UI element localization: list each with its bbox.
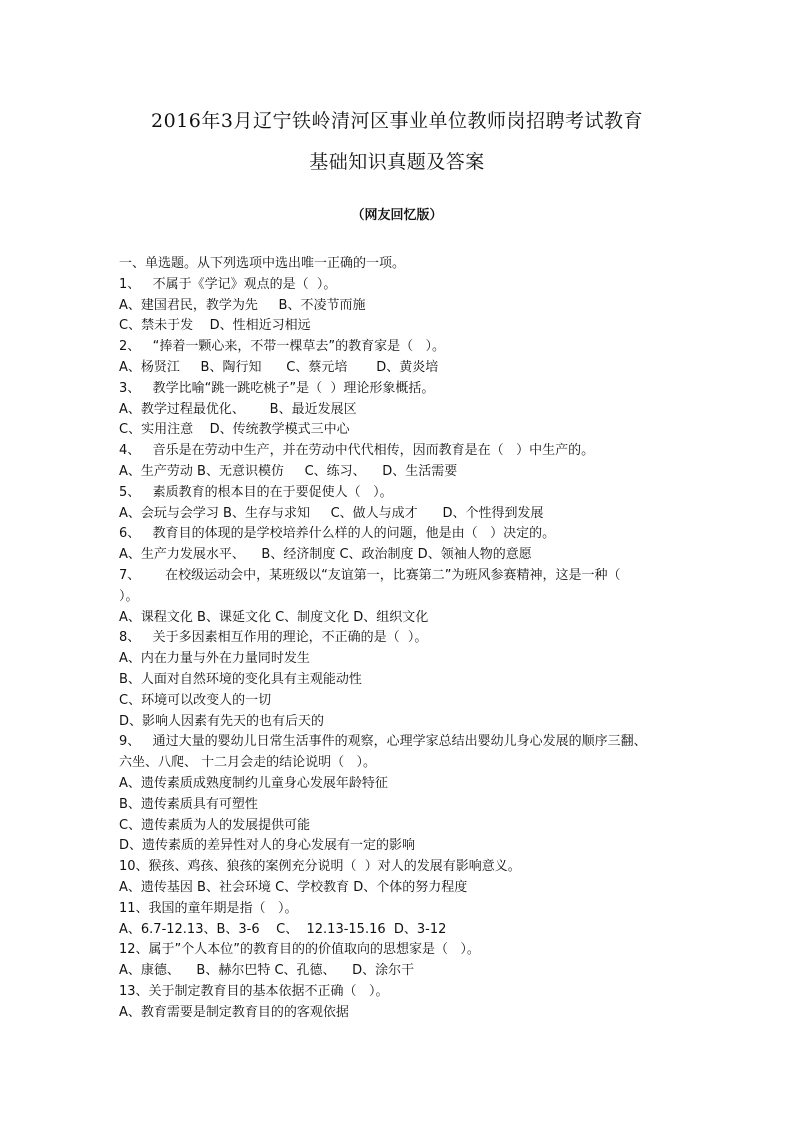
answer-options: A、生产力发展水平、 B、经济制度 C、政治制度 D、领袖人物的意愿	[119, 547, 532, 563]
question-text-continuation: 六坐、八爬、 十二月会走的结论说明（ ）。	[119, 755, 377, 771]
question-text-continuation: ）。	[119, 588, 139, 604]
answer-option: B、遗传素质具有可塑性	[119, 796, 258, 812]
answer-option: A、教育需要是制定教育目的的客观依据	[119, 1004, 349, 1020]
answer-options: A、遗传基因 B、社会环境 C、学校教育 D、个体的努力程度	[119, 879, 468, 895]
answer-options: C、禁未于发 D、性相近习相远	[119, 318, 311, 334]
question-body	[119, 254, 699, 1023]
question-text: 10、猴孩、鸡孩、狼孩的案例充分说明（ ）对人的发展有影响意义。	[119, 859, 521, 875]
question-text: 11、我国的童年期是指（ ）。	[119, 900, 298, 916]
question-text: 4、 音乐是在劳动中生产，并在劳动中代代相传，因而教育是在（ ）中生产的。	[119, 443, 595, 459]
answer-options: A、会玩与会学习 B、生存与求知 C、做人与成才 D、个性得到发展	[119, 505, 544, 521]
answer-option: A、内在力量与外在力量同时发生	[119, 651, 310, 667]
answer-options: A、课程文化 B、课延文化 C、制度文化 D、组织文化	[119, 609, 429, 625]
answer-options: A、建国君民，教学为先 B、不凌节而施	[119, 297, 366, 313]
document-subtitle: （网友回忆版）	[351, 208, 443, 223]
question-text: 2、 “捧着一颗心来，不带一棵草去”的教育家是（ ）。	[119, 339, 446, 355]
question-text: 8、 关于多因素相互作用的理论，不正确的是（ ）。	[119, 630, 428, 646]
answer-option: B、人面对自然环境的变化具有主观能动性	[119, 671, 362, 687]
answer-options: A、6.7-12.13、B、3-6 C、 12.13-15.16 D、3-12	[119, 921, 447, 937]
answer-option: D、遗传素质的差异性对人的身心发展有一定的影响	[119, 838, 416, 854]
question-text: 3、 教学比喻“跳一跳吃桃子”是（ ）理论形象概括。	[119, 380, 435, 396]
answer-options: A、教学过程最优化、 B、最近发展区	[119, 401, 357, 417]
question-text: 5、 素质教育的根本目的在于要促使人（ ）。	[119, 484, 393, 500]
question-text: 9、 通过大量的婴幼儿日常生活事件的观察，心理学家总结出婴幼儿身心发展的顺序三翻、	[119, 734, 647, 750]
answer-options: A、杨贤江 B、陶行知 C、蔡元培 D、黄炎培	[119, 359, 439, 375]
answer-options: A、生产劳动 B、无意识模仿 C、练习、 D、生活需要	[119, 463, 458, 479]
question-text: 7、 在校级运动会中，某班级以“友谊第一，比赛第二”为班风参赛精神，这是一种（	[119, 567, 621, 583]
answer-option: A、遗传素质成熟度制约儿童身心发展年龄特征	[119, 775, 388, 791]
answer-options: A、康德、 B、赫尔巴特 C、孔德、 D、涂尔干	[119, 963, 415, 979]
answer-option: C、环境可以改变人的一切	[119, 692, 272, 708]
document-title-line-1: 2016年3月辽宁铁岭清河区事业单位教师岗招聘考试教育	[151, 110, 643, 132]
document-title-line-2: 基础知识真题及答案	[309, 151, 485, 173]
question-text: 6、 教育目的体现的是学校培养什么样的人的问题，他是由（ ）决定的。	[119, 526, 556, 542]
answer-options: C、实用注意 D、传统教学模式三中心	[119, 422, 350, 438]
question-text: 12、属于”个人本位”的教育目的的价值取向的思想家是（ ）。	[119, 942, 480, 958]
answer-option: D、影响人因素有先天的也有后天的	[119, 713, 325, 729]
question-text: 1、 不属于《学记》观点的是（ ）。	[119, 276, 337, 292]
answer-option: C、遗传素质为人的发展提供可能	[119, 817, 311, 833]
question-text: 13、关于制定教育目的基本依据不正确（ ）。	[119, 983, 389, 999]
section-heading: 一、单选题。从下列选项中选出唯一正确的一项。	[119, 256, 406, 271]
